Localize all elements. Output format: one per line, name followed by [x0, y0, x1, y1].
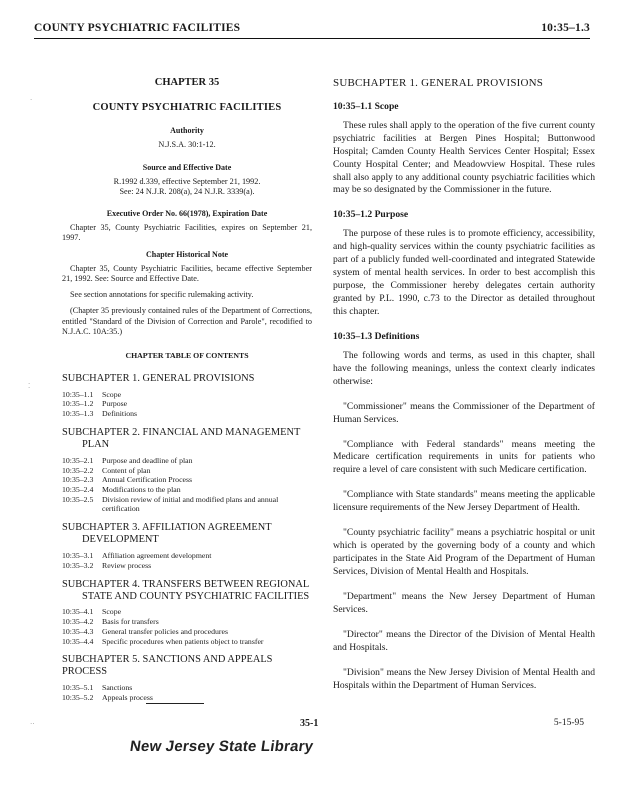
toc-subchapter-heading — [62, 654, 312, 678]
section-heading-scope: 10:35–1.1 Scope — [333, 100, 399, 112]
toc-subchapter-heading — [62, 522, 312, 546]
toc-entry-number: 10:35–2.2 — [62, 465, 94, 475]
toc-entry — [62, 390, 312, 400]
toc-entry-number: 10:35–4.2 — [62, 617, 94, 627]
toc-entry-number: 10:35–5.2 — [62, 693, 94, 703]
authority-heading: Authority — [170, 126, 204, 136]
page-number: 35-1 — [300, 718, 319, 729]
definition-item: "Division" means the New Jersey Division of Mental Health and Hospitals within the Department of Human Services. — [333, 666, 595, 691]
definition-item: "County psychiatric facility" means a psychiatric hospital or unit which is operated by the governing body of a county and which participates in the State Aid Program of the Department of Human Services, Division of Mental Health and Hospitals. — [333, 527, 595, 578]
toc-entry-title: Modifications to the plan — [102, 485, 181, 494]
toc-entry-number: 10:35–5.1 — [62, 683, 94, 693]
toc-subchapter-heading — [62, 427, 312, 451]
left-column — [62, 76, 312, 709]
chapter-number: CHAPTER 35 — [154, 77, 220, 88]
toc-entry — [62, 693, 312, 703]
toc-entry-title: Basis for transfers — [102, 617, 159, 627]
definitions-intro: The following words and terms, as used in this chapter, shall have the following meanings, unless the context clearly indicates otherwise: — [333, 349, 595, 387]
definition-item: "Commissioner" means the Commissioner of the Department of Human Services. — [333, 400, 595, 425]
toc-entry-title: Affiliation agreement development — [102, 551, 212, 561]
definition-item: "Compliance with State standards" means meeting the applicable licensure requirements of the New Jersey Department of Health. — [333, 489, 595, 514]
toc-entry — [62, 475, 312, 485]
source-line-1: R.1992 d.339, effective September 21, 1992. — [113, 176, 261, 186]
toc-entry — [62, 683, 312, 693]
toc-subchapter-heading — [62, 579, 312, 603]
toc-subchapter — [62, 579, 312, 647]
historical-note-paragraph: See section annotations for specific rulemaking activity. — [70, 290, 254, 299]
toc-entry — [62, 551, 312, 561]
toc-subchapter — [62, 427, 312, 514]
toc-entry-title: Sanctions — [102, 683, 133, 693]
toc-entry-number: 10:35–4.4 — [62, 636, 94, 646]
margin-speck-icon: ‥ — [30, 718, 35, 726]
toc-entry-title: Annual Certification Process — [102, 475, 193, 485]
header-title: COUNTY PSYCHIATRIC FACILITIES — [34, 22, 241, 34]
toc-subchapter-title: SUBCHAPTER 5. SANCTIONS AND APPEALS PROCESS — [62, 654, 273, 678]
toc-entry-number: 10:35–1.3 — [62, 409, 94, 419]
toc-entry — [62, 561, 312, 571]
executive-order-text: Chapter 35, County Psychiatric Facilities, expires on September 21, 1997. — [62, 223, 312, 243]
historical-note-paragraph: Chapter 35, County Psychiatric Facilities, became effective September 21, 1992. See: Source and Effective Date. — [62, 263, 312, 283]
definition-item: "Compliance with Federal standards" means meeting the Medicare certification requirements in units for patients who require a level of care consistent with such Medicare certification. — [333, 438, 595, 476]
source-line-2: See: 24 N.J.R. 208(a), 24 N.J.R. 3339(a). — [119, 186, 255, 196]
toc-entry-number: 10:35–1.2 — [62, 399, 94, 409]
subchapter-heading: SUBCHAPTER 1. GENERAL PROVISIONS — [333, 77, 544, 89]
toc-subchapter-title: SUBCHAPTER 4. TRANSFERS BETWEEN REGIONAL — [62, 578, 310, 590]
footer-rule — [146, 703, 204, 704]
toc-subchapter — [62, 373, 312, 419]
definition-item: "Director" means the Director of the Division of Mental Health and Hospitals. — [333, 628, 595, 653]
toc-entry-number: 10:35–3.1 — [62, 551, 94, 561]
toc-entry-number: 10:35–4.1 — [62, 607, 94, 617]
toc-entry-title: Definitions — [102, 409, 138, 419]
toc-entry — [62, 456, 312, 466]
toc-subchapter-title-cont: STATE AND COUNTY PSYCHIATRIC FACILITIES — [82, 590, 310, 602]
toc-entry — [62, 485, 312, 495]
toc-entry — [62, 607, 312, 617]
margin-speck-icon: · — [30, 96, 33, 104]
revision-date: 5-15-95 — [553, 718, 584, 728]
toc-entry-title: Scope — [102, 607, 122, 617]
toc-entry — [62, 637, 312, 647]
toc-subchapter — [62, 522, 312, 570]
right-column — [333, 76, 595, 705]
toc-subchapter-title: SUBCHAPTER 2. FINANCIAL AND MANAGEMENT — [62, 426, 301, 438]
toc-entry-title: Appeals process — [102, 693, 153, 703]
definition-item: "Department" means the New Jersey Department of Human Services. — [333, 590, 595, 615]
toc-entry-number: 10:35–4.3 — [62, 626, 94, 636]
toc-entry-title: General transfer policies and procedures — [102, 626, 228, 636]
section-text-purpose: The purpose of these rules is to promote efficiency, accessibility, and high-quality services within the county psychiatric facilities as part of a publicly funded well-coordinated and integrated Statewide system of mental health services. In order to best accomplish this purpose, the Commissioner hereby delegates certain authority granted by P.L. 1990, c.73 to the Director as detailed throughout this chapter. — [333, 228, 595, 317]
toc-entry — [62, 409, 312, 419]
toc-entry-number: 10:35–2.3 — [62, 475, 94, 485]
toc-entry — [62, 399, 312, 409]
toc-entry-title: Scope — [102, 389, 122, 399]
toc-subchapter-heading — [62, 373, 312, 385]
chapter-title: COUNTY PSYCHIATRIC FACILITIES — [92, 102, 282, 114]
toc-subchapter-title-cont: PLAN — [82, 438, 110, 450]
historical-note-paragraph: (Chapter 35 previously contained rules of the Department of Corrections, entitled "Standard of the Division of Correction and Parole", recodified to N.J.A.C. 10A:35.) — [62, 306, 312, 336]
toc-entry — [62, 617, 312, 627]
toc-subchapter — [62, 654, 312, 702]
source-heading: Source and Effective Date — [142, 162, 232, 172]
toc-entry-title: Purpose and deadline of plan — [102, 455, 193, 465]
header-section-number: 10:35–1.3 — [541, 22, 590, 34]
toc-entry-title: Division review of initial and modified plans and annual certification — [102, 494, 279, 514]
toc-subchapter-title: SUBCHAPTER 1. GENERAL PROVISIONS — [62, 372, 255, 384]
running-header — [34, 18, 590, 39]
library-stamp: New Jersey State Library — [128, 738, 315, 755]
toc-entry — [62, 466, 312, 476]
toc-entry-title: Specific procedures when patients object to transfer — [102, 636, 264, 646]
toc-subchapter-title: SUBCHAPTER 3. AFFILIATION AGREEMENT — [62, 522, 272, 534]
toc-entry-number: 10:35–2.1 — [62, 455, 94, 465]
authority-text: N.J.S.A. 30:1-12. — [158, 140, 216, 150]
toc-subchapter-title-cont: DEVELOPMENT — [82, 534, 159, 546]
section-heading-purpose: 10:35–1.2 Purpose — [333, 209, 409, 221]
toc-title: CHAPTER TABLE OF CONTENTS — [125, 351, 249, 360]
toc-entry-number: 10:35–1.1 — [62, 389, 94, 399]
margin-speck-icon: ⁚ — [28, 382, 31, 390]
toc — [62, 373, 312, 703]
historical-note-heading: Chapter Historical Note — [145, 249, 229, 259]
toc-entry-number: 10:35–2.5 — [62, 494, 94, 504]
section-heading-definitions: 10:35–1.3 Definitions — [333, 330, 420, 342]
toc-entry-number: 10:35–2.4 — [62, 485, 94, 494]
section-text-scope: These rules shall apply to the operation of the five current county psychiatric facilities at Bergen Pines Hospital; Buttonwood Hospital; Camden County Health Services Center Hospital; Essex County Hospital Center; and Meadowview Hospital. These rules shall also apply to any additional county psychiatric facilities which may be so designated by the Commissioner in the future. — [333, 119, 595, 196]
executive-order-heading: Executive Order No. 66(1978), Expiration Date — [106, 209, 268, 218]
toc-entry-number: 10:35–3.2 — [62, 560, 94, 570]
toc-entry-title: Review process — [102, 560, 152, 570]
toc-entry — [62, 627, 312, 637]
toc-entry-title: Content of plan — [102, 465, 151, 475]
toc-entry-title: Purpose — [102, 399, 128, 409]
toc-entry — [62, 495, 312, 514]
